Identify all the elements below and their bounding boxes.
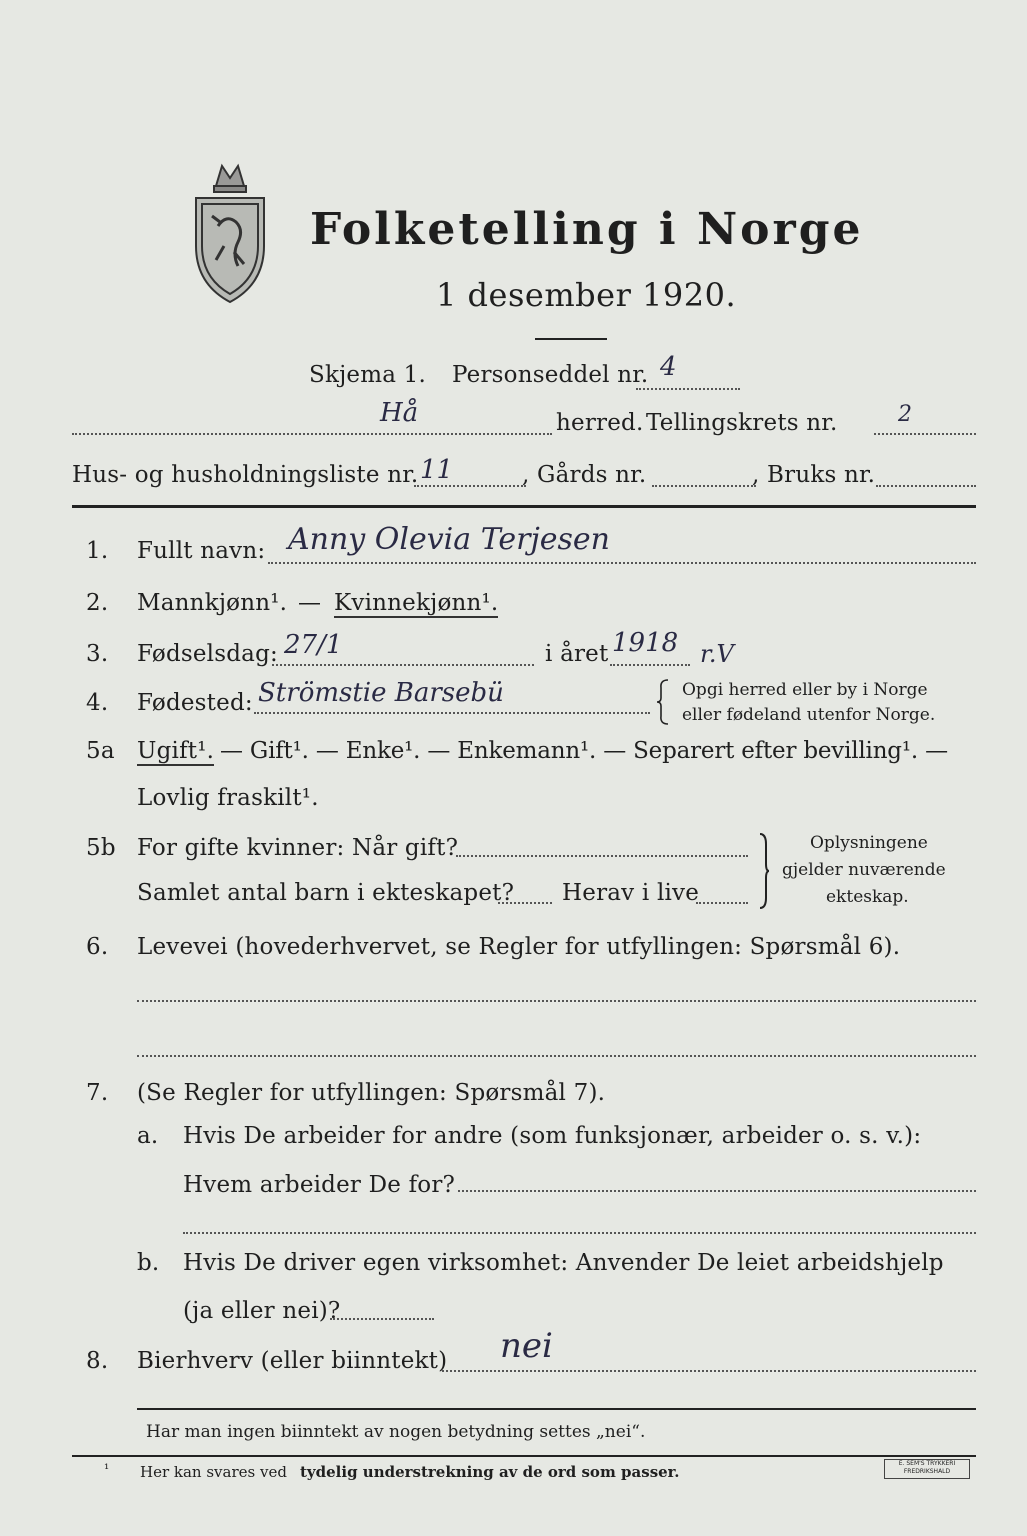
skjema-label: Skjema 1. [309, 362, 427, 388]
children-alive-field[interactable] [696, 902, 748, 904]
employer-field-1[interactable] [458, 1190, 976, 1192]
q5b-note3: ekteskap. [826, 887, 909, 907]
q7a-label1: Hvis De arbeider for andre (som funksjonær, arbeider o. s. v.): [183, 1123, 922, 1149]
q6-number: 6. [86, 934, 109, 960]
q7a-label2: Hvem arbeider De for? [183, 1172, 456, 1198]
footnote-text-b: tydelig understrekning av de ord som passer. [300, 1463, 680, 1481]
footnote-rule [72, 1455, 976, 1457]
herred-label: herred. [556, 410, 644, 436]
tellingskrets-label: Tellingskrets nr. [646, 410, 838, 436]
occupation-field-2[interactable] [137, 1055, 976, 1057]
q8-label: Bierhverv (eller biinntekt) [137, 1348, 448, 1374]
birthday-field[interactable] [272, 664, 534, 666]
q7b-label2: (ja eller nei)? [183, 1298, 341, 1324]
q5a-line2: Lovlig fraskilt¹. [137, 785, 319, 811]
birthday-value: 27/1 [284, 630, 343, 660]
q4-hint-line2: eller fødeland utenfor Norge. [682, 705, 936, 725]
full-name-value: Anny Olevia Terjesen [288, 522, 611, 557]
q5b-label2: Samlet antal barn i ekteskapet? [137, 880, 515, 906]
q4-number: 4. [86, 690, 109, 716]
q3-year-label: i året [545, 641, 609, 667]
q5b-note2: gjelder nuværende [782, 860, 946, 880]
q7a-letter: a. [137, 1123, 159, 1149]
bruks-field[interactable] [876, 485, 976, 487]
form-title: Folketelling i Norge [310, 204, 864, 255]
footnote-text-a: Her kan svares ved [140, 1463, 287, 1481]
q7b-label1: Hvis De driver egen virksomhet: Anvender De leiet arbeidshjelp [183, 1250, 944, 1276]
hus-label: Hus- og husholdningsliste nr. [72, 462, 419, 488]
q5b-note1: Oplysningene [810, 833, 928, 853]
q7-label: (Se Regler for utfyllingen: Spørsmål 7). [137, 1080, 606, 1106]
hus-value: 11 [420, 455, 454, 485]
side-income-value: nei [500, 1326, 553, 1366]
q5a-ugift-underlined: Ugift¹. [137, 738, 215, 764]
hus-field[interactable] [414, 485, 526, 487]
q1-number: 1. [86, 538, 109, 564]
q3-margin-note: r.V [700, 640, 734, 668]
personseddel-value: 4 [660, 352, 677, 382]
q8-number: 8. [86, 1348, 109, 1374]
q5b-label1: For gifte kvinner: Når gift? [137, 835, 459, 861]
bracket-icon [758, 832, 770, 910]
q5b-number: 5b [86, 835, 116, 861]
employer-field-2[interactable] [183, 1232, 976, 1234]
footnote-mark: ¹ [104, 1462, 110, 1477]
bruks-label: , Bruks nr. [752, 462, 876, 488]
married-when-field[interactable] [456, 855, 748, 857]
tellingskrets-field[interactable] [874, 433, 976, 435]
footer-rule [137, 1408, 976, 1410]
q6-label: Levevei (hovederhvervet, se Regler for utfyllingen: Spørsmål 6). [137, 934, 901, 960]
q2-sep: — [298, 590, 322, 616]
header-rule [72, 505, 976, 508]
birth-year-value: 1918 [612, 628, 679, 658]
hired-help-field[interactable] [330, 1318, 434, 1320]
divider [535, 338, 607, 340]
q7b-letter: b. [137, 1250, 160, 1276]
q2-male: Mannkjønn¹. [137, 590, 288, 616]
gards-label: , Gårds nr. [522, 462, 647, 488]
occupation-field-1[interactable] [137, 1000, 976, 1002]
birthplace-value: Strömstie Barsebü [258, 678, 504, 708]
census-date: 1 desember 1920. [436, 276, 737, 314]
q3-label: Fødselsdag: [137, 641, 278, 667]
q4-label: Fødested: [137, 690, 253, 716]
personseddel-label: Personseddel nr. [452, 362, 649, 388]
q4-hint-line1: Opgi herred eller by i Norge [682, 680, 928, 700]
q3-number: 3. [86, 641, 109, 667]
footer-note: Har man ingen biinntekt av nogen betydning settes „nei“. [146, 1422, 646, 1442]
q5b-label3: Herav i live [562, 880, 700, 906]
birthplace-field[interactable] [254, 712, 650, 714]
q5a-options: — Gift¹. — Enke¹. — Enkemann¹. — Separert efter bevilling¹. — [220, 738, 948, 764]
coat-of-arms-icon [188, 156, 272, 306]
side-income-field[interactable] [442, 1370, 976, 1372]
gards-field[interactable] [652, 485, 756, 487]
q5a-number: 5a [86, 738, 115, 764]
q2-number: 2. [86, 590, 109, 616]
tellingskrets-value: 2 [898, 402, 912, 427]
birth-year-field[interactable] [610, 664, 690, 666]
q1-label: Fullt navn: [137, 538, 266, 564]
herred-value: Hå [380, 398, 419, 428]
q2-female-underlined: Kvinnekjønn¹. [334, 590, 499, 616]
brace-icon [656, 678, 670, 726]
full-name-field[interactable] [268, 562, 976, 564]
personseddel-field[interactable] [636, 388, 740, 390]
printer-stamp: E. SEM'S TRYKKERI FREDRIKSHALD [884, 1459, 970, 1479]
children-count-field[interactable] [498, 902, 552, 904]
q7-number: 7. [86, 1080, 109, 1106]
herred-field[interactable] [72, 433, 552, 435]
